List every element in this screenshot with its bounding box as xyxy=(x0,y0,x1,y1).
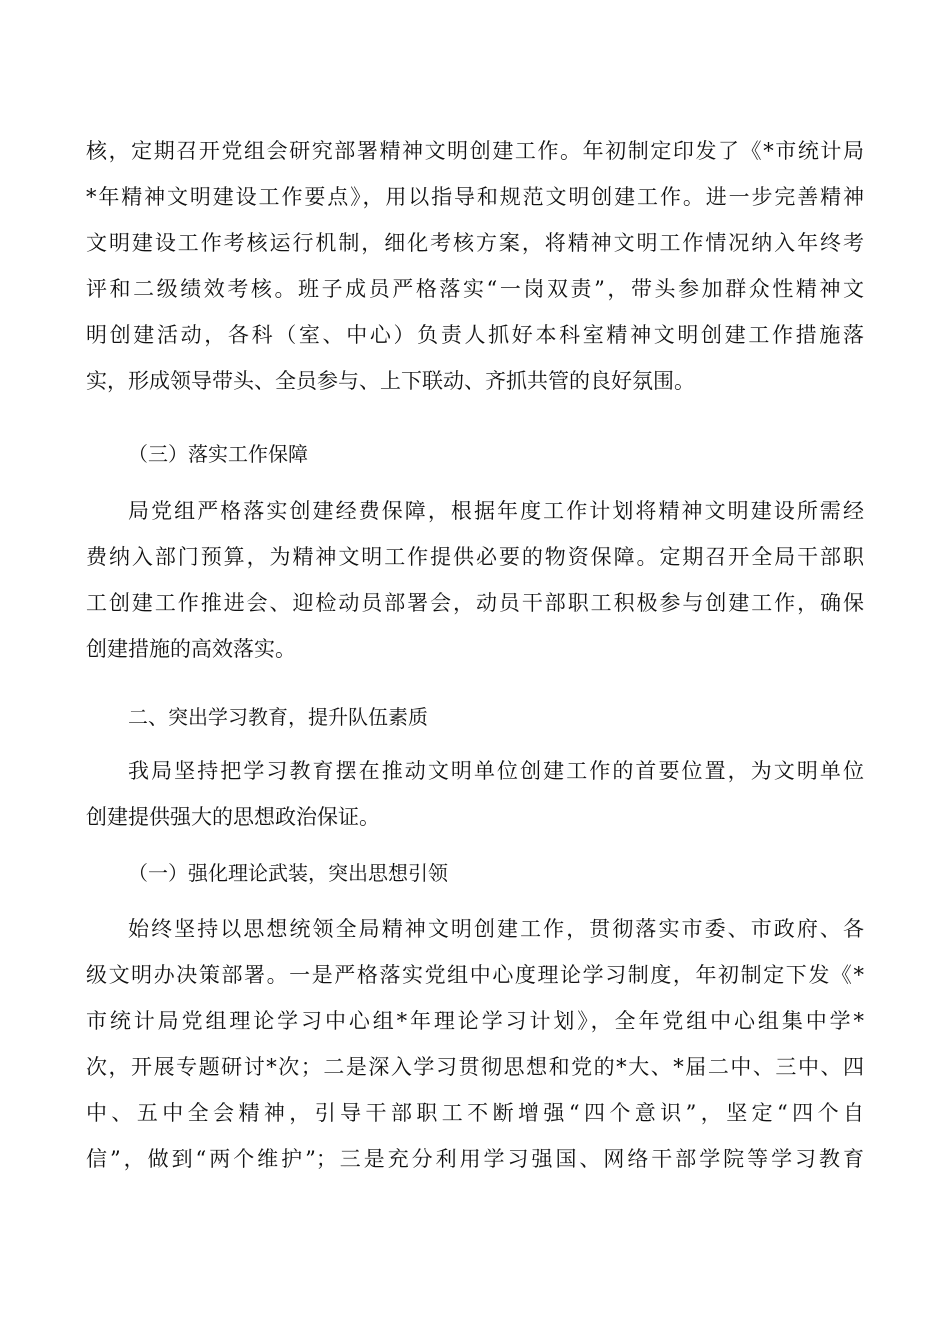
section-heading: （一）强化理论武装，突出思想引领 xyxy=(128,861,448,885)
body-text-line: 明创建活动，各科（室、中心）负责人抓好本科室精神文明创建工作措施落 xyxy=(86,323,864,347)
body-text-line: 核，定期召开党组会研究部署精神文明创建工作。年初制定印发了《*市统计局 xyxy=(86,139,864,163)
section-heading: （三）落实工作保障 xyxy=(128,442,308,466)
chapter-heading: 二、突出学习教育，提升队伍素质 xyxy=(128,705,428,729)
body-text-line: 级文明办决策部署。一是严格落实党组中心度理论学习制度，年初制定下发《* xyxy=(86,963,864,987)
body-text-line: 工创建工作推进会、迎检动员部署会，动员干部职工积极参与创建工作，确保 xyxy=(86,591,864,615)
paragraph-end-line: 创建提供强大的思想政治保证。 xyxy=(86,805,380,829)
paragraph-end-line: 实，形成领导带头、全员参与、上下联动、齐抓共管的良好氛围。 xyxy=(86,369,695,393)
body-text-line: 评和二级绩效考核。班子成员严格落实“一岗双责”，带头参加群众性精神文 xyxy=(86,277,864,301)
body-text-line: 中、五中全会精神，引导干部职工不断增强“四个意识”，坚定“四个自 xyxy=(86,1101,864,1125)
body-text-line: 市统计局党组理论学习中心组*年理论学习计划》，全年党组中心组集中学* xyxy=(86,1009,864,1033)
paragraph-end-line: 创建措施的高效落实。 xyxy=(86,637,296,661)
paragraph-first-line: 局党组严格落实创建经费保障，根据年度工作计划将精神文明建设所需经 xyxy=(128,499,864,523)
body-text-line: 费纳入部门预算，为精神文明工作提供必要的物资保障。定期召开全局干部职 xyxy=(86,545,864,569)
body-text-line: 信”，做到“两个维护”；三是充分利用学习强国、网络干部学院等学习教育 xyxy=(86,1147,864,1171)
body-text-line: *年精神文明建设工作要点》，用以指导和规范文明创建工作。进一步完善精神 xyxy=(86,185,864,209)
body-text-line: 次，开展专题研讨*次；二是深入学习贯彻思想和党的*大、*届二中、三中、四 xyxy=(86,1055,864,1079)
body-text-line: 文明建设工作考核运行机制，细化考核方案，将精神文明工作情况纳入年终考 xyxy=(86,231,864,255)
paragraph-first-line: 始终坚持以思想统领全局精神文明创建工作，贯彻落实市委、市政府、各 xyxy=(128,917,864,941)
paragraph-first-line: 我局坚持把学习教育摆在推动文明单位创建工作的首要位置，为文明单位 xyxy=(128,759,864,783)
